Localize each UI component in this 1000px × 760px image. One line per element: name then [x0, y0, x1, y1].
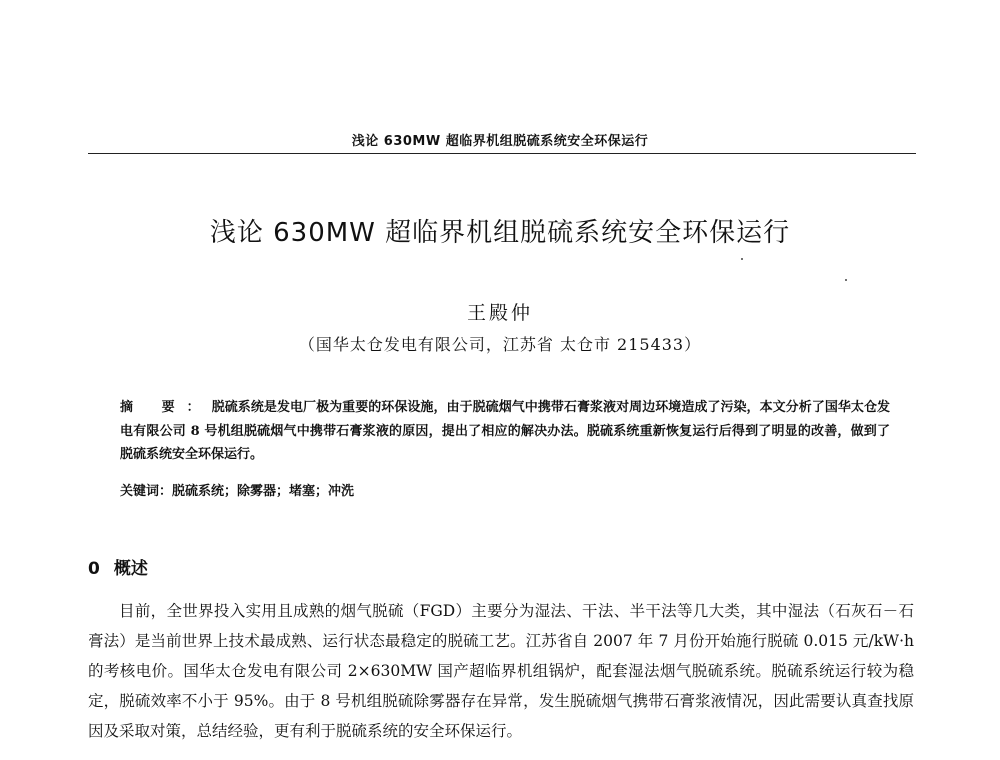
- section-heading: [88, 554, 148, 579]
- author-affiliation: （国华太仓发电有限公司，江苏省 太仓市 215433）: [298, 335, 702, 354]
- scan-speck: [845, 279, 847, 281]
- keywords-label: 关键词：: [120, 484, 173, 499]
- header-rule: [88, 153, 916, 154]
- keywords-text: 脱硫系统；除雾器；堵塞；冲洗: [172, 484, 355, 499]
- body-paragraph: 目前，全世界投入实用且成熟的烟气脱硫（FGD）主要分为湿法、干法、半干法等几大类，其中湿法（石灰石－石膏法）是当前世界上技术最成熟、运行状态最稳定的脱硫工艺。江苏省自 2007 年 7 月份开始施行脱硫 0.015 元/kW·h 的考核电价。国华太仓发电有限公司 2×630MW 国产超临界机组锅炉，配套湿法烟气脱硫系统。脱硫系统运行较为稳定，脱硫效率不小于 95%。由于 8 号机组脱硫除雾器存在异常，发生脱硫烟气携带石膏浆液情况，因此需要认真查找原因及采取对策，总结经验，更有利于脱硫系统的安全环保运行。: [88, 602, 914, 740]
- paper-title: 浅论 630MW 超临界机组脱硫系统安全环保运行: [209, 218, 791, 248]
- abstract-text: 脱硫系统是发电厂极为重要的环保设施，由于脱硫烟气中携带石膏浆液对周边环境造成了污染，本文分析了国华太仓发电有限公司 8 号机组脱硫烟气中携带石膏浆液的原因，提出了相应的解决办法。脱硫系统重新恢复运行后得到了明显的改善，做到了脱硫系统安全环保运行。: [120, 400, 890, 462]
- running-header: 浅论 630MW 超临界机组脱硫系统安全环保运行: [351, 134, 649, 149]
- author-name: 王殿仲: [466, 302, 533, 324]
- abstract-label: 摘 要：: [120, 400, 212, 415]
- abstract: [120, 396, 890, 467]
- scan-speck: [741, 258, 743, 260]
- section-number: 0: [88, 559, 100, 579]
- keywords: [120, 482, 890, 502]
- section-title: 概述: [113, 559, 148, 579]
